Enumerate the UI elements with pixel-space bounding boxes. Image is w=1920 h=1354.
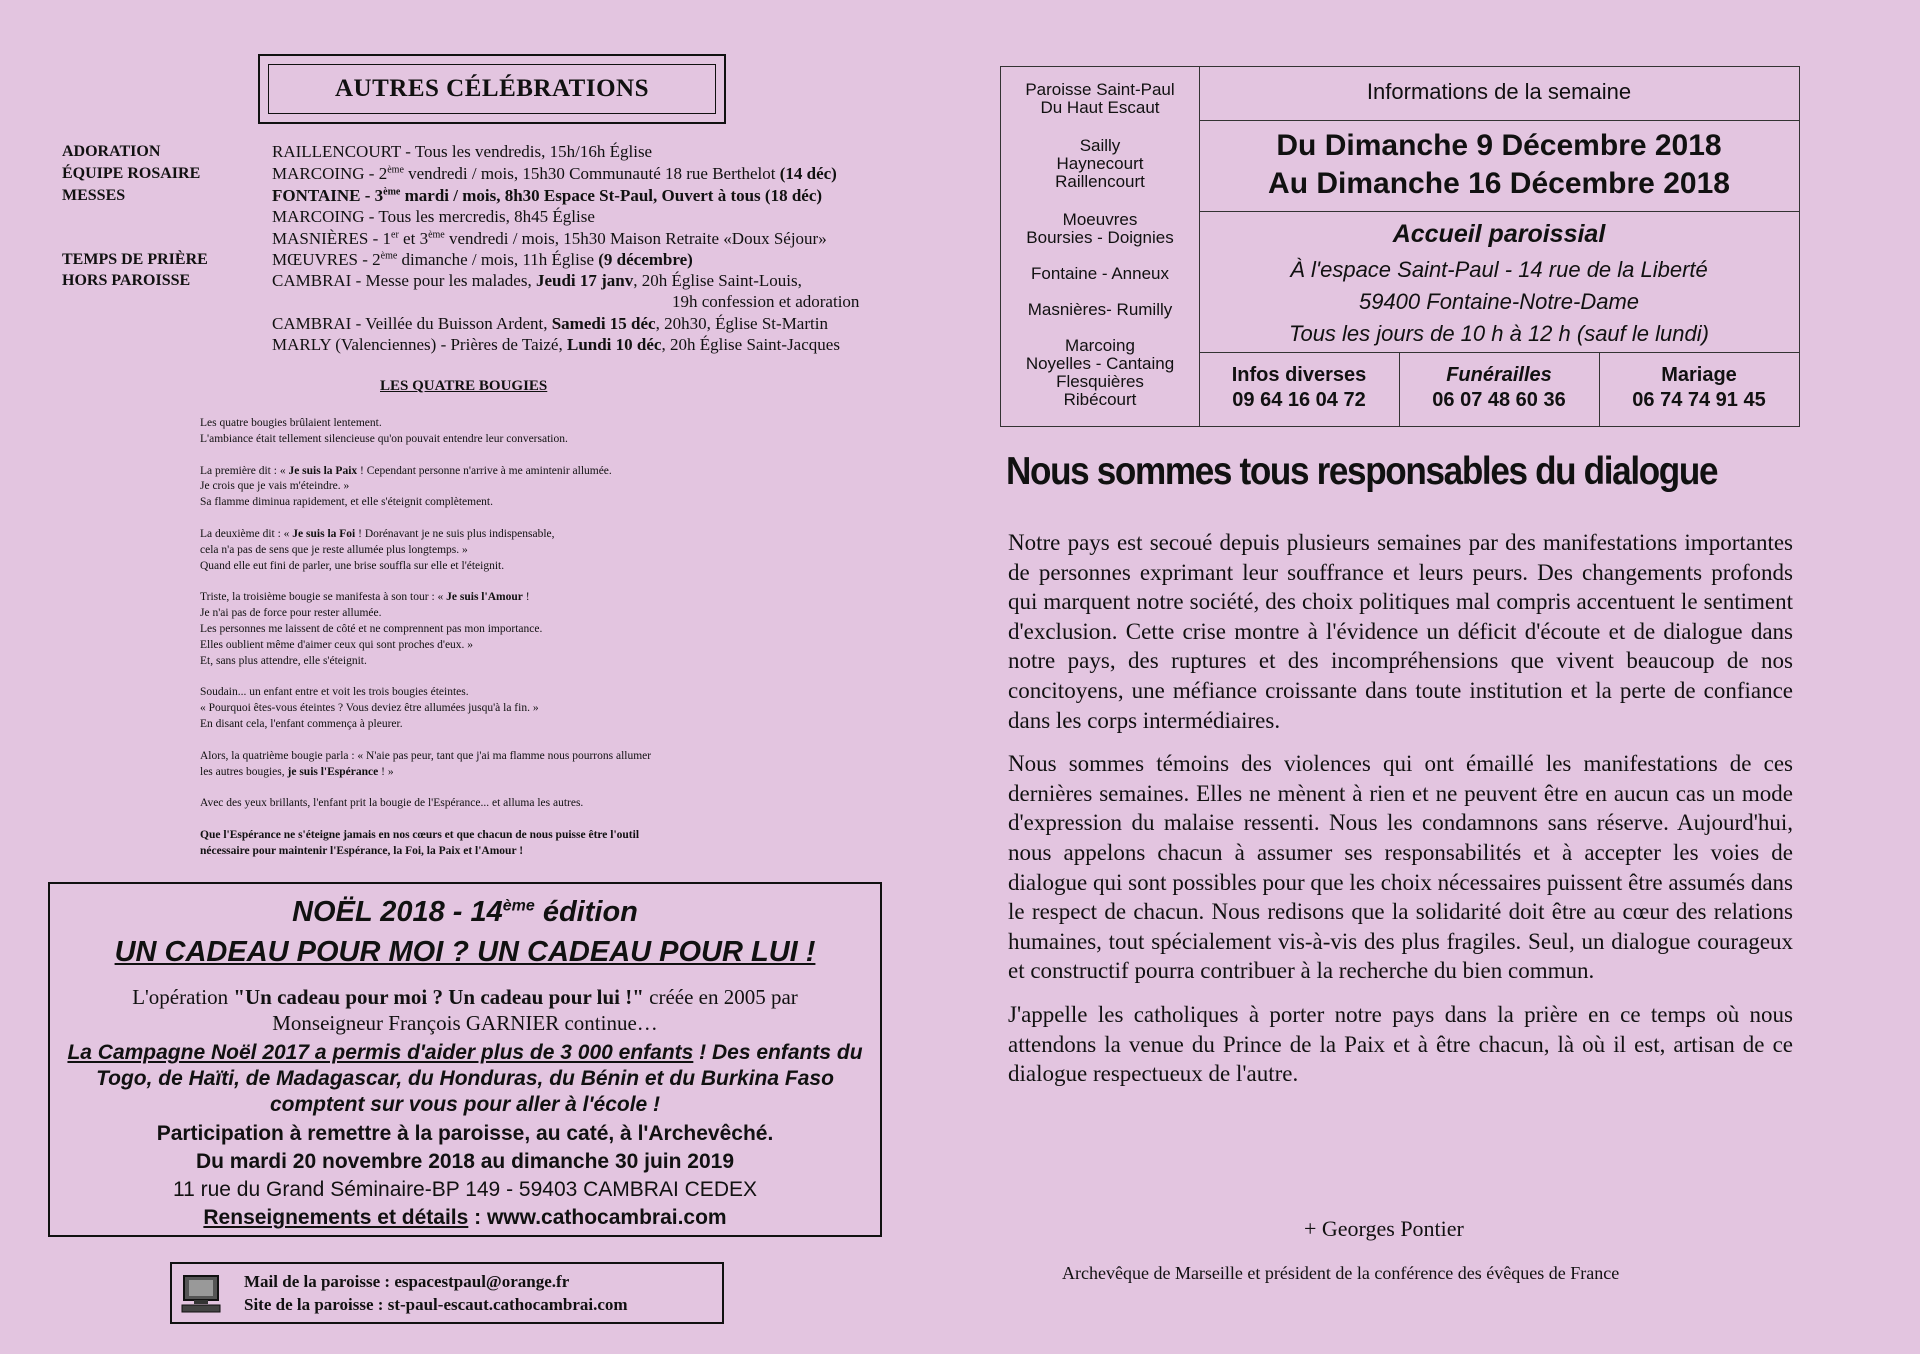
noel-details: Participation à remettre à la paroisse, au caté, à l'Archevêché. Du mardi 20 novembre 2018 au dimanche 30 juin 2019 11 rue du Grand Séminaire-BP 149 - 59403 CAMBRAI CEDEX Renseignements et détails : www.cathocambrai.com	[156, 1122, 774, 1229]
bougies-title: LES QUATRE BOUGIES	[380, 378, 548, 394]
week-dates: Du Dimanche 9 Décembre 2018 Au Dimanche 16 Décembre 2018	[1268, 129, 1730, 200]
contact-text	[244, 1270, 628, 1316]
article-paragraph: Nous sommes témoins des violences qui ont émaillé les manifestations de ces dernières semaines. Elles ne mènent à rien et ne peuvent être en aucun cas un mode d'expression du malaise ressenti. Nous les condamnons sans réserve. Aujourd'hui, nous appelons chacun à assumer ses responsabilités et à accepter les voies de dialogue qui sont possibles pour que les choix nécessaires puissent être assumés dans le respect de chacun. Nous redisons que la solidarité doit être au cœur des relations humaines, tout spécialement vis-à-vis des plus fragiles. Seul, un dialogue courageux et constructif pourra contribuer à la recherche du bien commun.	[1008, 751, 1793, 984]
celebration-line: MŒUVRES - 2ème dimanche / mois, 11h Église (9 décembre)	[272, 250, 693, 269]
mariage-tel[interactable]: 06 74 74 91 45	[1632, 389, 1766, 411]
article-paragraph: Notre pays est secoué depuis plusieurs semaines par des manifestations importantes de personnes exprimant leur souffrance et leurs peurs. Des changements profonds qui marquent notre société, des choix politiques mal compris accentuent le sentiment d'exclusion. Cette crise montre à l'évidence un déficit d'écoute et de dialogue dans notre pays, des ruptures et des incompréhensions que vivent beaucoup de nos concitoyens, une méfiance croissante dans toute institution et la perte de confiance dans les corps intermédiaires.	[1008, 530, 1793, 733]
label-priere-1: TEMPS DE PRIÈRE	[62, 251, 208, 268]
signature: + Georges Pontier	[1304, 1216, 1464, 1241]
label-adoration: ADORATION	[62, 143, 161, 160]
label-priere-2: HORS PAROISSE	[62, 272, 191, 289]
bougies-story: Les quatre bougies brûlaient lentement. L'ambiance était tellement silencieuse qu'on pouvait entendre leur conversation. La première dit : « Je suis la Paix ! Cependant personne n'arrive à me amintenir allumée. Je crois que je vais m'éteindre. » Sa flamme diminua rapidement, et elle s'éteignit complètement. La deuxième dit : « Je suis la Foi ! Dorénavant je ne suis plus indispensable, cela n'a pas de sens que je reste allumée plus longtemps. » Quand elle eut fini de parler, une brise souffla sur elle et l'éteignit. Triste, la troisième bougie se manifesta à son tour : « Je suis l'Amour ! Je n'ai pas de force pour rester allumée. Les personnes me laissent de côté et ne comprennent pas mon importance. Elles oublient même d'aimer ceux qui sont proches d'eux. » Et, sans plus attendre, elle s'éteignit. Soudain... un enfant entre et voit les trois bougies éteintes. « Pourquoi êtes-vous éteintes ? Vous deviez être allumées jusqu'à la fin. » En disant cela, l'enfant commença à pleurer. Alors, la quatrième bougie parla : « N'aie pas peur, tant que j'ai ma flamme nous pourrons allumer les autres bougies, je suis l'Espérance ! » Avec des yeux brillants, l'enfant prit la bougie de l'Espérance... et alluma les autres. Que l'Espérance ne s'éteigne jamais en nos cœurs et que chacun de nous puisse être l'outil nécessaire pour maintenir l'Espérance, la Foi, la Paix et l'Amour !	[200, 417, 652, 857]
parish-list: Paroisse Saint-Paul Du Haut Escaut Sailly Haynecourt Raillencourt Moeuvres Boursies - Doignies Fontaine - Anneux Masnières- Rumilly Marcoing Noyelles - Cantaing Flesquières Ribécourt	[1001, 67, 1200, 426]
computer-icon	[180, 1274, 222, 1314]
autres-celebrations-title-box	[258, 54, 726, 124]
infos-diverses: Infos diverses 09 64 16 04 72	[1199, 363, 1399, 413]
funerailles: Funérailles 06 07 48 60 36	[1399, 363, 1599, 413]
signature-role: Archevêque de Marseille et président de la conférence des évêques de France	[1062, 1263, 1620, 1283]
autres-celebrations-title: AUTRES CÉLÉBRATIONS	[268, 64, 716, 114]
info-table	[1000, 66, 1800, 427]
celebration-line: 19h confession et adoration	[672, 292, 860, 311]
accueil-details: À l'espace Saint-Paul - 14 rue de la Liberté 59400 Fontaine-Notre-Dame Tous les jours de 10 h à 12 h (sauf le lundi)	[1289, 257, 1709, 346]
celebration-line: FONTAINE - 3ème mardi / mois, 8h30 Espace St-Paul, Ouvert à tous (18 déc)	[272, 186, 823, 205]
article-paragraph: J'appelle les catholiques à porter notre pays dans la prière en ce temps où nous attendons la venue du Prince de la Paix et à être chacun, là où il est, artisan de ce dialogue respectueux de l'autre.	[1008, 1001, 1793, 1087]
funerailles-tel[interactable]: 06 07 48 60 36	[1432, 389, 1566, 411]
noel-campagne: La Campagne Noël 2017 a permis d'aider plus de 3 000 enfants ! Des enfants du Togo, de Haïti, de Madagascar, du Honduras, du Bénin et du Burkina Faso comptent sur vous pour aller à l'école !	[67, 1041, 863, 1116]
celebration-line: MARLY (Valenciennes) - Prières de Taizé, Lundi 10 déc, 20h Église Saint-Jacques	[272, 335, 840, 354]
noel-operation: L'opération "Un cadeau pour moi ? Un cadeau pour lui !" créée en 2005 par Monseigneur François GARNIER continue…	[132, 985, 798, 1035]
label-rosaire: ÉQUIPE ROSAIRE	[62, 165, 201, 182]
celebration-line: MARCOING - 2ème vendredi / mois, 15h30 Communauté 18 rue Berthelot (14 déc)	[272, 164, 837, 183]
article-title: Nous sommes tous responsables du dialogue	[1006, 450, 1718, 493]
celebration-line: CAMBRAI - Messe pour les malades, Jeudi 17 janv, 20h Église Saint-Louis,	[272, 271, 802, 290]
semaine-title: Informations de la semaine	[1366, 79, 1632, 104]
contact-box	[170, 1262, 724, 1324]
celebration-line: MARCOING - Tous les mercredis, 8h45 Église	[272, 207, 595, 226]
infos-tel[interactable]: 09 64 16 04 72	[1232, 389, 1366, 411]
noel-campaign-box	[48, 882, 882, 1237]
parish-site[interactable]: Site de la paroisse : st-paul-escaut.cathocambrai.com	[244, 1295, 628, 1314]
accueil-title: Accueil paroissial	[1392, 220, 1606, 248]
parish-mail[interactable]: Mail de la paroisse : espacestpaul@orange.fr	[244, 1272, 570, 1291]
article-body	[1008, 528, 1793, 1103]
noel-title: NOËL 2018 - 14ème édition	[292, 896, 638, 928]
celebration-line: MASNIÈRES - 1er et 3ème vendredi / mois, 15h30 Maison Retraite «Doux Séjour»	[272, 229, 827, 248]
celebration-line: CAMBRAI - Veillée du Buisson Ardent, Samedi 15 déc, 20h30, Église St-Martin	[272, 314, 828, 333]
mariage: Mariage 06 74 74 91 45	[1599, 363, 1799, 413]
label-messes: MESSES	[62, 187, 126, 204]
celebration-line: RAILLENCOURT - Tous les vendredis, 15h/16h Église	[272, 142, 653, 161]
noel-subtitle: UN CADEAU POUR MOI ? UN CADEAU POUR LUI !	[114, 936, 816, 968]
